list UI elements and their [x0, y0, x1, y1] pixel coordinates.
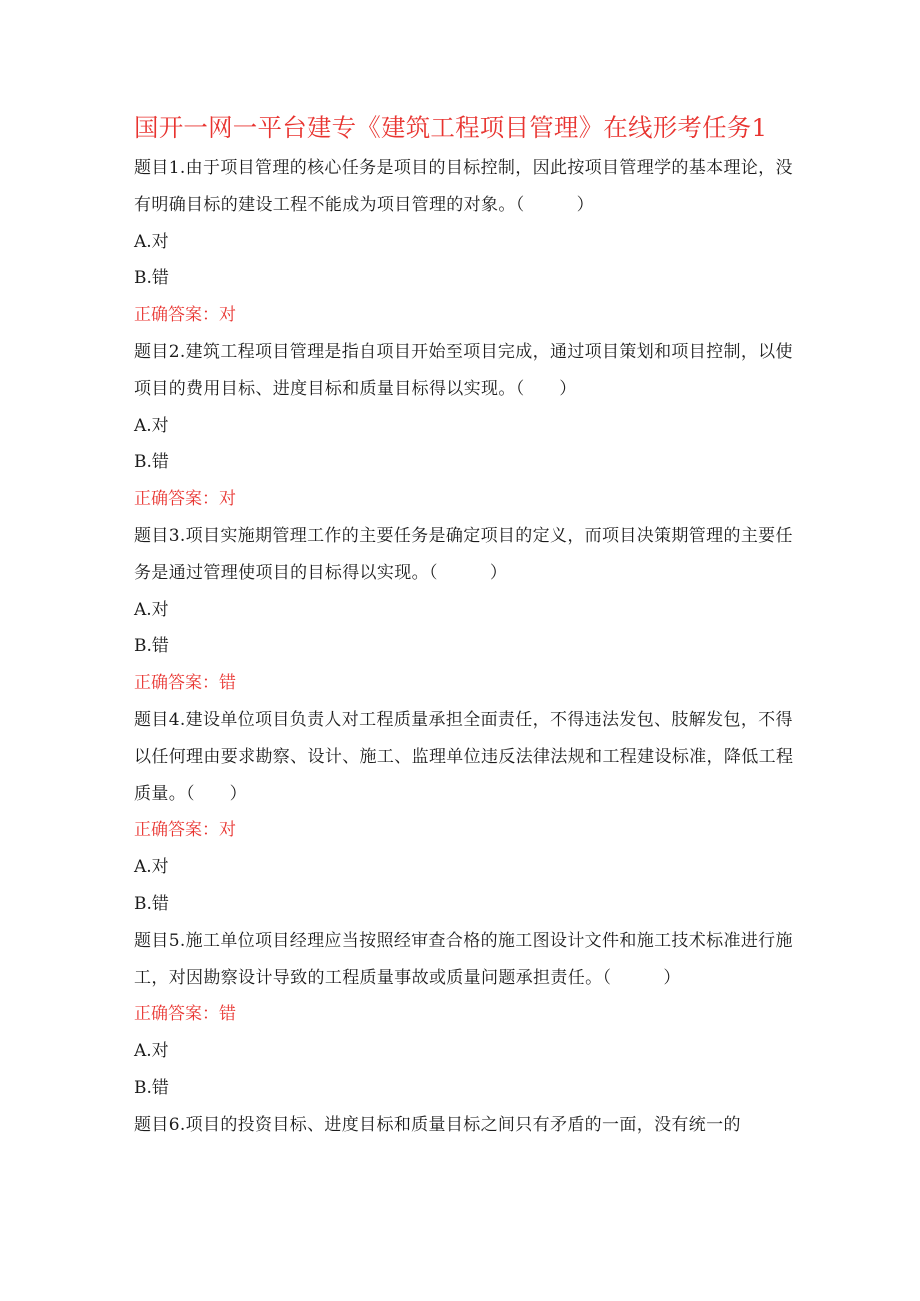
- option-a: A.对: [134, 415, 169, 436]
- option-b: B.错: [134, 452, 169, 473]
- option-b: B.错: [134, 636, 169, 657]
- question-stem: 题目4.建设单位项目负责人对工程质量承担全面责任，不得违法发包、肢解发包，不得以任何理由要求勘察、设计、施工、监理单位违反法律法规和工程建设标准，降低工程质量。（ ）: [134, 709, 794, 804]
- question-stem: 题目3.项目实施期管理工作的主要任务是确定项目的定义，而项目决策期管理的主要任务是通过管理使项目的目标得以实现。（ ）: [134, 525, 793, 583]
- question-stem: 题目2.建筑工程项目管理是指自项目开始至项目完成，通过项目策划和项目控制，以使项目的费用目标、进度目标和质量目标得以实现。（ ）: [134, 341, 793, 399]
- question-stem: 题目6.项目的投资目标、进度目标和质量目标之间只有矛盾的一面，没有统一的: [134, 1114, 741, 1135]
- option-b: B.错: [134, 268, 169, 289]
- question-block: [134, 150, 794, 334]
- option-a: A.对: [134, 231, 169, 252]
- correct-answer: 正确答案：对: [134, 489, 236, 510]
- document-title: 国开一网一平台建专《建筑工程项目管理》在线形考任务1: [134, 113, 768, 142]
- option-a: A.对: [134, 1041, 169, 1062]
- correct-answer: 正确答案：错: [134, 1004, 236, 1025]
- correct-answer: 正确答案：错: [134, 673, 236, 694]
- option-a: A.对: [134, 599, 169, 620]
- question-stem: 题目5.施工单位项目经理应当按照经审查合格的施工图设计文件和施工技术标准进行施工，对因勘察设计导致的工程质量事故或质量问题承担责任。（ ）: [134, 930, 793, 988]
- document-page: [134, 108, 794, 1144]
- question-block: [134, 1107, 794, 1144]
- question-block: [134, 923, 794, 1107]
- correct-answer: 正确答案：对: [134, 305, 236, 326]
- option-b: B.错: [134, 1077, 169, 1098]
- correct-answer: 正确答案：对: [134, 820, 236, 841]
- question-block: [134, 518, 794, 702]
- question-block: [134, 702, 794, 923]
- question-block: [134, 334, 794, 518]
- question-stem: 题目1.由于项目管理的核心任务是项目的目标控制，因此按项目管理学的基本理论，没有明确目标的建设工程不能成为项目管理的对象。（ ）: [134, 158, 793, 215]
- option-a: A.对: [134, 857, 169, 878]
- option-b: B.错: [134, 893, 169, 914]
